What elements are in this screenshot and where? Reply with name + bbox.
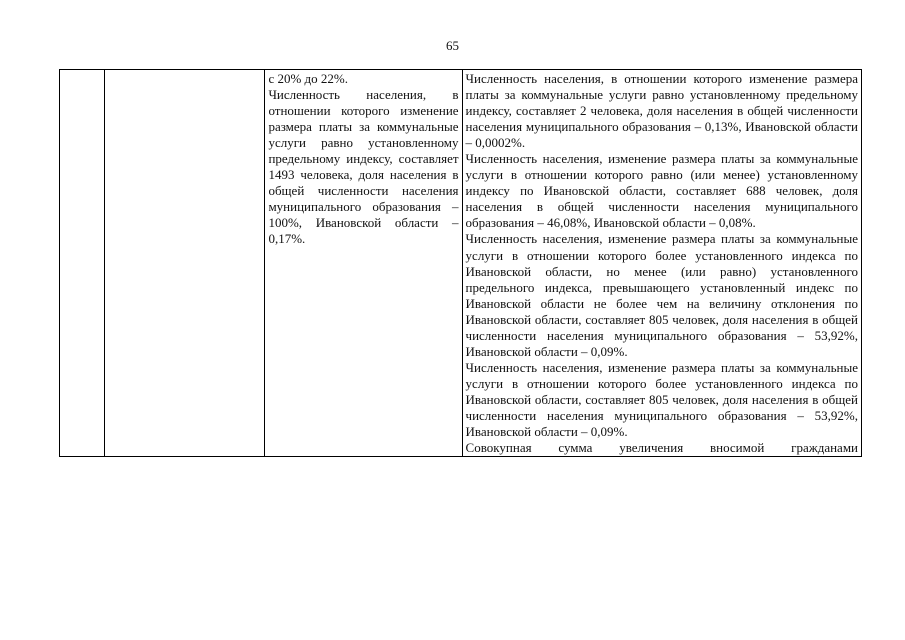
table-cell-col3 (265, 70, 462, 457)
col4-paragraph-2: Численность населения, изменение размера платы за коммунальные услуги в отношении которого равно (или менее) установленному индексу по Ивановской области, составляет 688 человек, доля населения в общей численности населения муниципального образования – 46,08%, Ивановской области – 0,08%. (465, 151, 858, 231)
col4-paragraph-1: Численность населения, в отношении которого изменение размера платы за коммунальные услуги равно установленному предельному индексу, составляет 2 человека, доля населения в общей численности населения муниципального образования – 0,13%, Ивановской области – 0,0002%. (465, 71, 858, 151)
table-row (60, 70, 862, 457)
col4-paragraph-4: Численность населения, изменение размера платы за коммунальные услуги в отношении которого более установленного индекса по Ивановской области, составляет 805 человек, доля населения в общей численности населения муниципального образования – 53,92%, Ивановской области – 0,09%. (465, 359, 858, 440)
col3-paragraph-1: с 20% до 22%. (268, 71, 348, 86)
table-cell-col2 (104, 70, 265, 457)
table-cell-col1 (60, 70, 105, 457)
page-number: 65 (446, 38, 459, 53)
col4-paragraph-3: Численность населения, изменение размера платы за коммунальные услуги в отношении которого более установленного индекса по Ивановской области, но менее (или равно) установленного предельного индекса, превышающего установленный индекс по Ивановской области не более чем на величину отклонения по Ивановской области, составляет 805 человек, доля населения в общей численности населения муниципального образования – 53,92%, Ивановской области – 0,09%. (465, 231, 858, 359)
content-table (59, 69, 862, 457)
col4-paragraph-5: Совокупная сумма увеличения вносимой гражданами (465, 440, 858, 456)
col3-paragraph-2: Численность населения, в отношении которого изменение размера платы за коммунальные услуги равно установленному предельному индексу, составляет 1493 человека, доля населения в общей численности населения муниципального образования – 100%, Ивановской области – 0,17%. (268, 87, 459, 247)
table-cell-col4 (462, 70, 861, 457)
